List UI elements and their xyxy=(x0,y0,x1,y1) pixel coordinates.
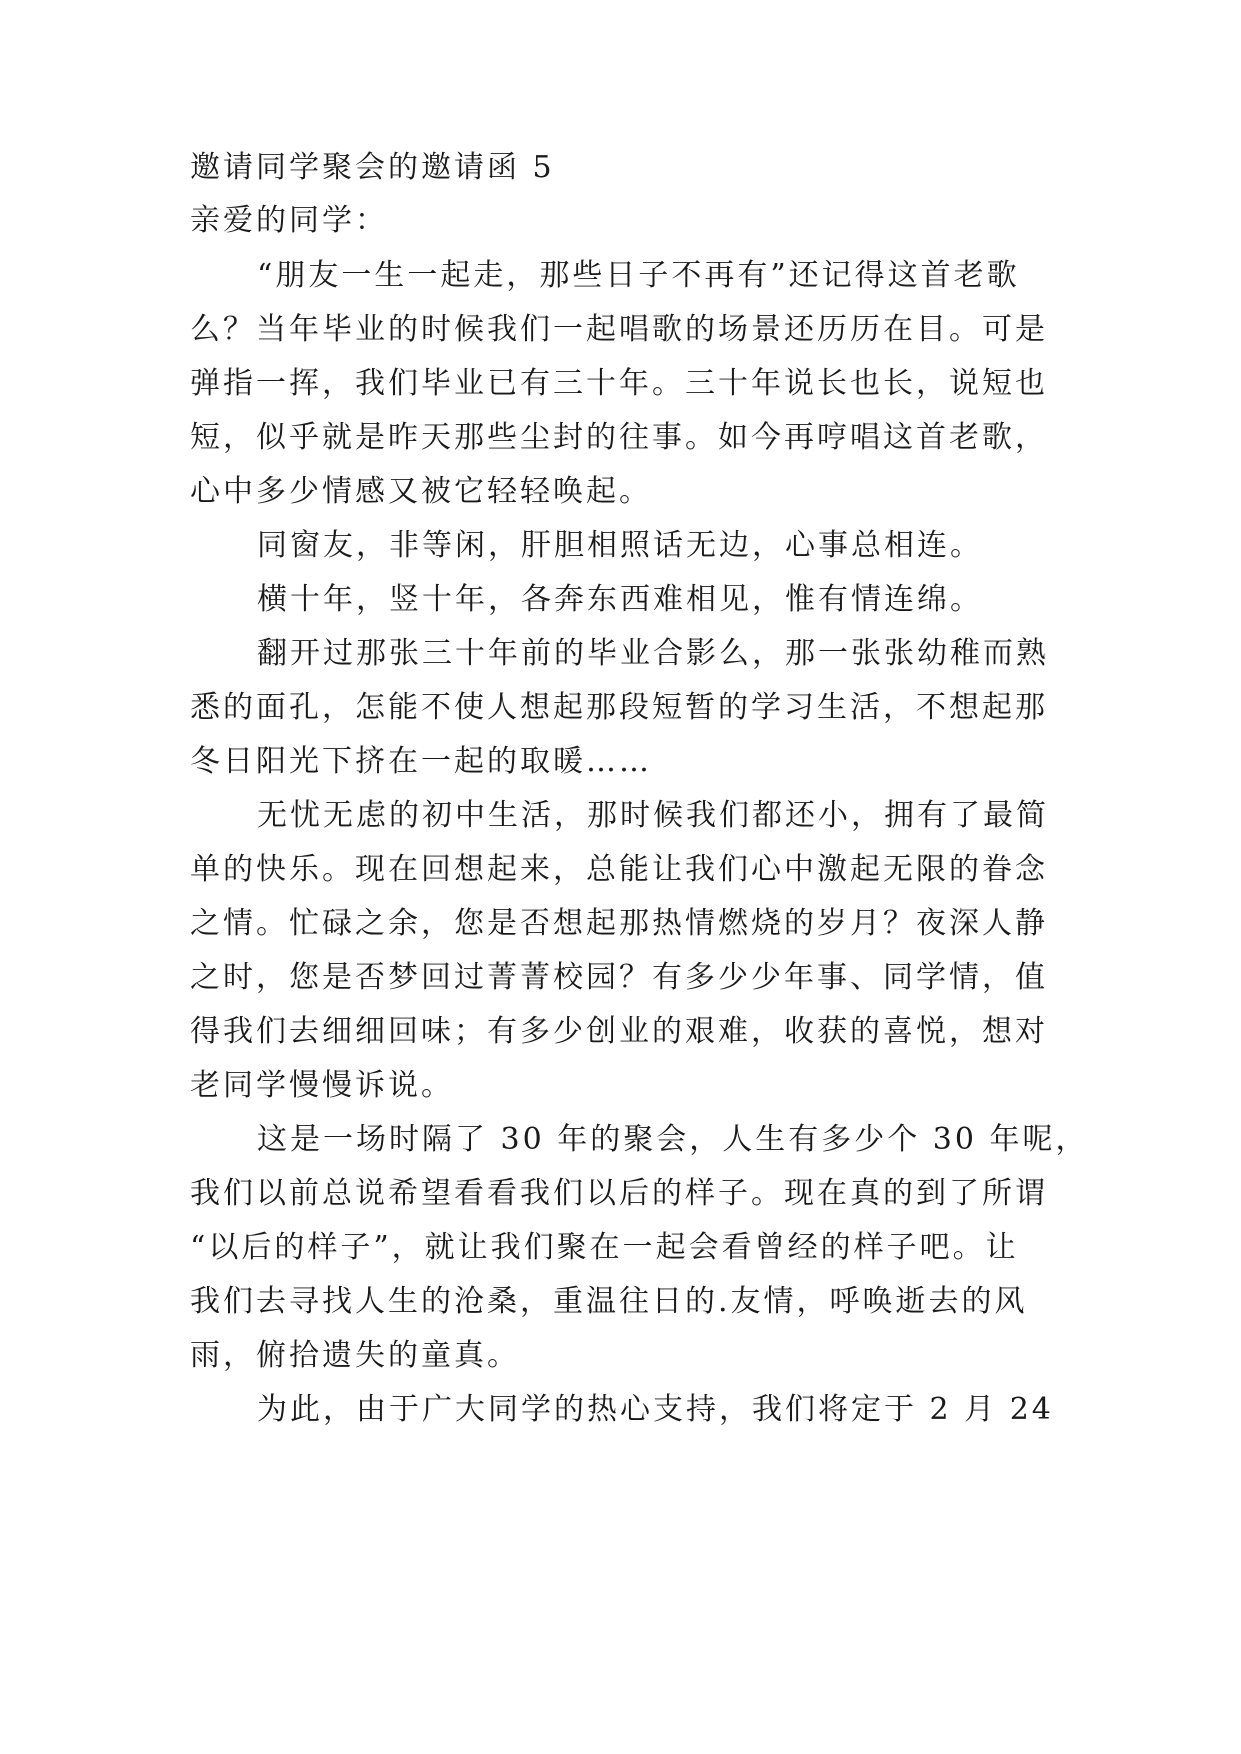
paragraph-line: 短，似乎就是昨天那些尘封的往事。如今再哼唱这首老歌， xyxy=(190,420,1048,455)
paragraph-line: 横十年，竖十年，各奔东西难相见，惟有情连绵。 xyxy=(257,582,983,617)
salutation: 亲爱的同学： xyxy=(190,203,388,238)
paragraph-line: 老同学慢慢诉说。 xyxy=(190,1068,454,1103)
paragraph-line: 我们以前总说希望看看我们以后的样子。现在真的到了所谓 xyxy=(190,1176,1048,1211)
paragraph-line: 雨，俯拾遗失的童真。 xyxy=(190,1338,520,1373)
paragraph-line: “朋友一生一起走，那些日子不再有”还记得这首老歌 xyxy=(257,258,1020,293)
paragraph-line: 翻开过那张三十年前的毕业合影么，那一张张幼稚而熟 xyxy=(257,636,1049,671)
paragraph-line: 无忧无虑的初中生活，那时候我们都还小，拥有了最简 xyxy=(257,798,1049,833)
paragraph-line: 这是一场时隔了 30 年的聚会，人生有多少个 30 年呢， xyxy=(257,1122,1089,1157)
paragraph-line: “以后的样子”，就让我们聚在一起会看曾经的样子吧。让 xyxy=(190,1230,1019,1265)
paragraph-line: 之时，您是否梦回过菁菁校园？有多少少年事、同学情，值 xyxy=(190,960,1048,995)
paragraph-line: 悉的面孔，怎能不使人想起那段短暂的学习生活，不想起那 xyxy=(190,690,1048,725)
paragraph-line: 弹指一挥，我们毕业已有三十年。三十年说长也长，说短也 xyxy=(190,366,1048,401)
paragraph-line: 心中多少情感又被它轻轻唤起。 xyxy=(190,474,652,509)
paragraph-line: 冬日阳光下挤在一起的取暖…… xyxy=(190,744,652,779)
paragraph-line: 单的快乐。现在回想起来，总能让我们心中激起无限的眷念 xyxy=(190,852,1048,887)
paragraph-line: 之情。忙碌之余，您是否想起那热情燃烧的岁月？夜深人静 xyxy=(190,906,1048,941)
paragraph-line: 为此，由于广大同学的热心支持，我们将定于 2 月 24 xyxy=(257,1392,1054,1427)
paragraph-line: 我们去寻找人生的沧桑，重温往日的.友情，呼唤逝去的风 xyxy=(190,1284,1028,1319)
paragraph-line: 同窗友，非等闲，肝胆相照话无边，心事总相连。 xyxy=(257,528,983,563)
document-title: 邀请同学聚会的邀请函 5 xyxy=(190,150,555,185)
paragraph-line: 么？当年毕业的时候我们一起唱歌的场景还历历在目。可是 xyxy=(190,312,1048,347)
paragraph-line: 得我们去细细回味；有多少创业的艰难，收获的喜悦，想对 xyxy=(190,1014,1048,1049)
